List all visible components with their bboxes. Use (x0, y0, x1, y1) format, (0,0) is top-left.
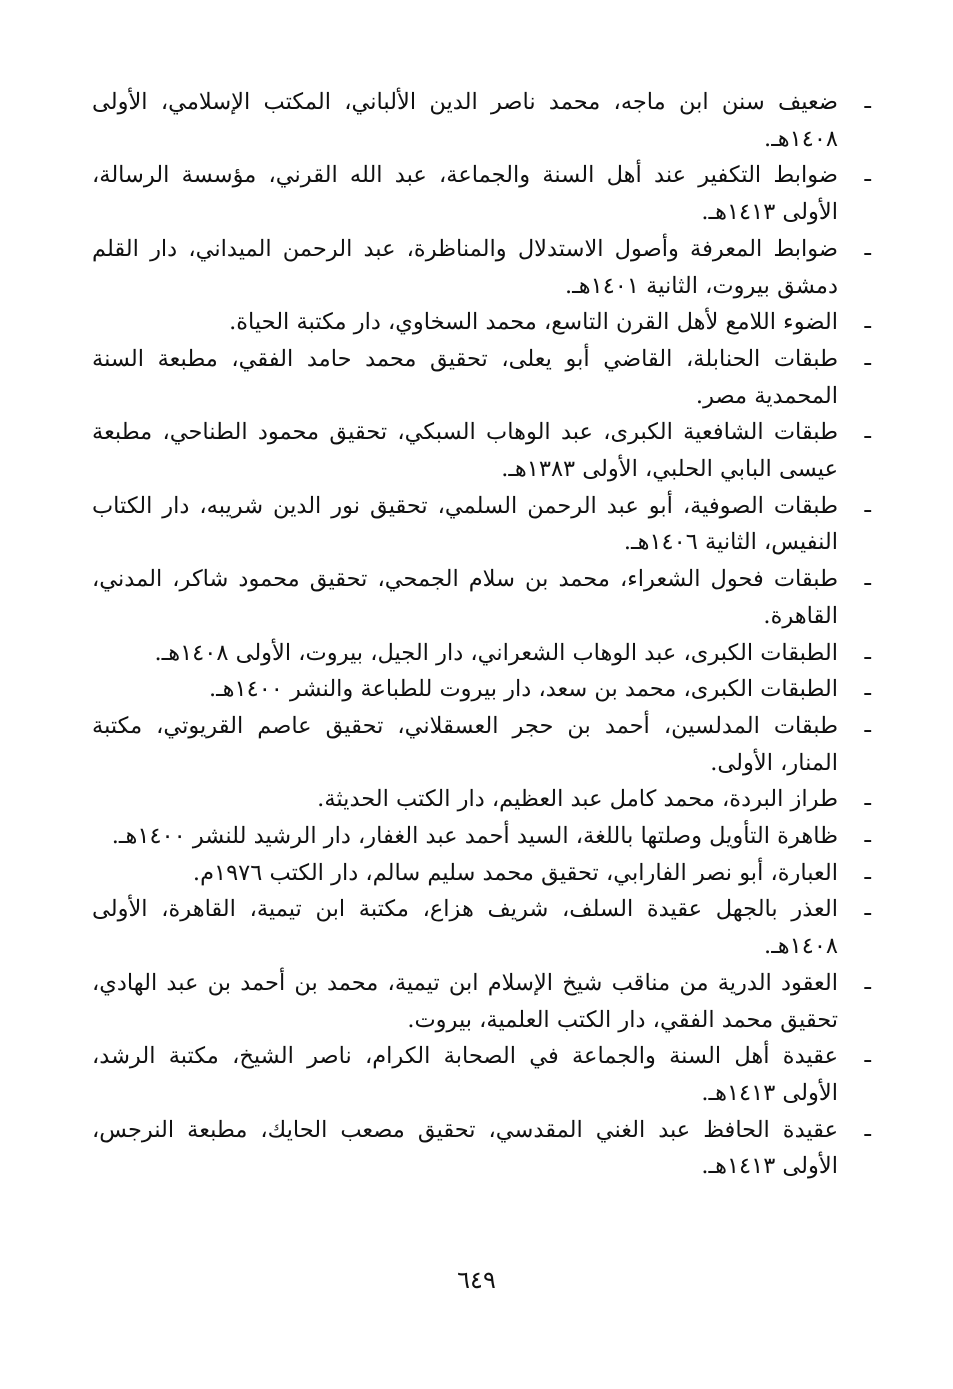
entry-text: طبقات الصوفية، أبو عبد الرحمن السلمي، تحقيق نور الدين شريبه، دار الكتاب النفيس، الثانية ١٤٠٦هـ. (92, 492, 838, 556)
entry-bullet: ـ (864, 823, 871, 849)
entry-text: ضعيف سنن ابن ماجه، محمد ناصر الدين الألباني، المكتب الإسلامي، الأولى ١٤٠٨هـ. (92, 89, 838, 152)
entry-text: طراز البردة، محمد كامل عبد العظيم، دار الكتب الحديثة. (317, 786, 838, 813)
entry-bullet: ـ (864, 859, 871, 885)
entry-bullet: ـ (864, 419, 871, 445)
bibliography-entry (92, 84, 871, 157)
page-number: ٦٤٩ (457, 1266, 496, 1294)
entry-text: العقود الدرية من مناقب شيخ الإسلام ابن تيمية، محمد بن أحمد بن عبد الهادي، تحقيق محمد الفقي، دار الكتب العلمية، بيروت. (92, 969, 838, 1033)
bibliography-list (92, 84, 871, 1185)
entry-text: الطبقات الكبرى، محمد بن سعد، دار بيروت للطباعة والنشر ١٤٠٠هـ. (208, 676, 838, 703)
bibliography-entry (92, 414, 871, 487)
entry-bullet: ـ (864, 1116, 871, 1142)
entry-text: العذر بالجهل عقيدة السلف، شريف هزاع، مكتبة ابن تيمية، القاهرة، الأولى ١٤٠٨هـ. (92, 896, 838, 960)
bibliography-entry (92, 1112, 871, 1185)
bibliography-entry (92, 1038, 871, 1111)
entry-bullet: ـ (864, 235, 871, 261)
entry-bullet: ـ (864, 639, 871, 665)
entry-bullet: ـ (864, 566, 871, 592)
entry-bullet: ـ (864, 896, 871, 922)
entry-text: ضوابط التكفير عند أهل السنة والجماعة، عبد الله القرني، مؤسسة الرسالة، الأولى ١٤١٣هـ. (92, 162, 838, 226)
entry-bullet: ـ (864, 492, 871, 518)
entry-text: ظاهرة التأويل وصلتها باللغة، السيد أحمد عبد الغفار، دار الرشيد للنشر ١٤٠٠هـ. (111, 823, 838, 850)
bibliography-entry (92, 708, 871, 781)
entry-text: الطبقات الكبرى، عبد الوهاب الشعراني، دار الجيل، بيروت، الأولى ١٤٠٨هـ. (154, 639, 838, 666)
entry-bullet: ـ (864, 786, 871, 812)
entry-bullet: ـ (864, 676, 871, 702)
entry-text: الضوء اللامع لأهل القرن التاسع، محمد السخاوي، دار مكتبة الحياة. (229, 309, 838, 336)
entry-text: عقيدة الحافظ عبد الغني المقدسي، تحقيق مصعب الحايك، مطبعة النرجس، الأولى ١٤١٣هـ. (92, 1116, 838, 1180)
bibliography-entry (92, 231, 871, 304)
entry-bullet: ـ (864, 969, 871, 995)
entry-bullet: ـ (864, 712, 871, 738)
bibliography-entry (92, 561, 871, 634)
bibliography-entry (92, 891, 871, 964)
entry-text: طبقات فحول الشعراء، محمد بن سلام الجمحي، تحقيق محمود شاكر، المدني، القاهرة. (92, 566, 838, 629)
entry-bullet: ـ (864, 162, 871, 188)
bibliography-entry (92, 304, 871, 341)
bibliography-entry (92, 671, 871, 708)
entry-text: طبقات الحنابلة، القاضي أبو يعلى، تحقيق محمد حامد الفقي، مطبعة السنة المحمدية مصر. (92, 345, 838, 409)
bibliography-entry (92, 157, 871, 230)
bibliography-entry (92, 488, 871, 561)
entry-bullet: ـ (864, 345, 871, 371)
entry-text: طبقات الشافعية الكبرى، عبد الوهاب السبكي، تحقيق محمود الطناحي، مطبعة عيسى البابي الحلبي، الأولى ١٣٨٣هـ. (92, 419, 838, 483)
bibliography-entry (92, 855, 871, 892)
bibliography-entry (92, 781, 871, 818)
entry-text: طبقات المدلسين، أحمد بن حجر العسقلاني، تحقيق عاصم القريوتي، مكتبة المنار، الأولى. (92, 712, 838, 776)
bibliography-entry (92, 965, 871, 1038)
entry-bullet: ـ (864, 1043, 871, 1069)
bibliography-entry (92, 818, 871, 855)
bibliography-entry (92, 341, 871, 414)
entry-text: العبارة، أبو نصر الفارابي، تحقيق محمد سليم سالم، دار الكتب ١٩٧٦م. (192, 859, 838, 886)
entry-text: ضوابط المعرفة وأصول الاستدلال والمناظرة، عبد الرحمن الميداني، دار القلم دمشق بيروت، الثانية ١٤٠١هـ. (92, 235, 838, 299)
entry-text: عقيدة أهل السنة والجماعة في الصحابة الكرام، ناصر الشيخ، مكتبة الرشد، الأولى ١٤١٣هـ. (92, 1043, 838, 1106)
entry-bullet: ـ (864, 309, 871, 335)
bibliography-entry (92, 635, 871, 672)
entry-bullet: ـ (864, 89, 871, 114)
